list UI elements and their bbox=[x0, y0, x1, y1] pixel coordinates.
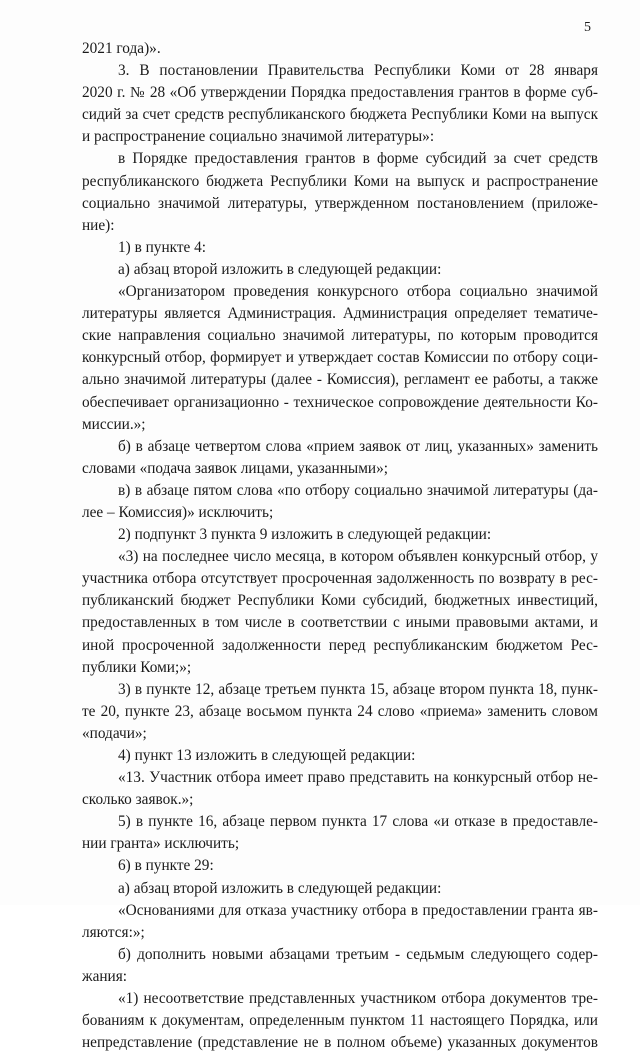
text-line: 3. В постановлении Правительства Республики Коми от 28 января bbox=[118, 62, 598, 80]
text-line: словами «подача заявок лицами, указанными»; bbox=[82, 459, 388, 477]
text-line: нии гранта» исключить; bbox=[82, 835, 240, 853]
text-line: 4) пункт 13 изложить в следующей редакции: bbox=[118, 747, 416, 764]
text-line: 6) в пункте 29: bbox=[118, 857, 214, 875]
text-line: и распространение социально значимой литературы»: bbox=[82, 128, 435, 146]
text-line: сколько заявок.»; bbox=[82, 791, 194, 809]
text-line: ально значимой литературы (далее - Комиссия), регламент ее работы, а также bbox=[82, 371, 598, 389]
text-line: «Организатором проведения конкурсного отбора социально значимой bbox=[118, 283, 598, 301]
text-line: предоставленных в том числе в соответствии с иными правовыми актами, и bbox=[82, 614, 598, 632]
text-line: жания: bbox=[82, 967, 128, 985]
text-line: «1) несоответствие представленных участником отбора документов тре- bbox=[118, 990, 598, 1008]
text-line: 2) подпункт 3 пункта 9 изложить в следующей редакции: bbox=[118, 526, 492, 544]
text-line: участника отбора отсутствует просроченная задолженность по возврату в рес- bbox=[82, 570, 598, 588]
text-line: бованиям к документам, определенным пунктом 11 настоящего Порядка, или bbox=[82, 1012, 598, 1030]
document-body bbox=[82, 38, 598, 1054]
text-line: сидий за счет средств республиканского бюджета Республики Коми на выпуск bbox=[82, 106, 598, 124]
text-line: те 20, пункте 23, абзаце восьмом пункта 24 слово «приема» заменить словом bbox=[82, 702, 598, 720]
text-line: в Порядке предоставления грантов в форме субсидий за счет средств bbox=[118, 150, 598, 168]
text-line: «3) на последнее число месяца, в котором объявлен конкурсный отбор, у bbox=[118, 548, 598, 566]
text-line: публики Коми;»; bbox=[82, 658, 192, 676]
text-line: ляются:»; bbox=[82, 923, 145, 941]
text-line: а) абзац второй изложить в следующей редакции: bbox=[118, 879, 442, 897]
text-line: 2020 г. № 28 «Об утверждении Порядка предоставления грантов в форме суб- bbox=[82, 84, 598, 102]
text-line: 2021 года)». bbox=[82, 40, 161, 57]
text-line: б) дополнить новыми абзацами третьим - седьмым следующего содер- bbox=[118, 945, 598, 963]
text-line: «подачи»; bbox=[82, 724, 147, 742]
text-line: обеспечивает организационно - техническое сопровождение деятельности Ко- bbox=[82, 393, 598, 411]
text-line: б) в абзаце четвертом слова «прием заявок от лиц, указанных» заменить bbox=[118, 437, 598, 455]
text-line: ние): bbox=[82, 216, 115, 234]
text-line: 3) в пункте 12, абзаце третьем пункта 15, абзаце втором пункта 18, пунк- bbox=[118, 680, 598, 698]
text-line: иной просроченной задолженности перед республиканским бюджетом Рес- bbox=[82, 636, 598, 654]
page-number: 5 bbox=[584, 20, 591, 35]
text-line: а) абзац второй изложить в следующей редакции: bbox=[118, 260, 442, 278]
text-line: непредставление (представление не в полном объеме) указанных документов bbox=[82, 1034, 598, 1052]
text-line: республиканского бюджета Республики Коми на выпуск и распространение bbox=[82, 172, 598, 190]
text-line: 1) в пункте 4: bbox=[118, 238, 207, 256]
text-line: лее – Комиссия)» исключить; bbox=[82, 503, 274, 521]
text-line: литературы является Администрация. Администрация определяет тематиче- bbox=[82, 305, 598, 323]
text-line: «Основаниями для отказа участнику отбора в предоставлении гранта яв- bbox=[118, 901, 598, 919]
text-line: миссии.»; bbox=[82, 415, 146, 433]
text-line: 5) в пункте 16, абзаце первом пункта 17 слова «и отказе в предоставле- bbox=[118, 813, 598, 831]
text-line: публиканский бюджет Республики Коми субсидий, бюджетных инвестиций, bbox=[82, 592, 598, 610]
text-line: социально значимой литературы, утвержденном постановлением (приложе- bbox=[82, 194, 598, 212]
text-line: ские направления социально значимой литературы, по которым проводится bbox=[82, 327, 598, 345]
text-line: «13. Участник отбора имеет право представить на конкурсный отбор не- bbox=[118, 769, 598, 787]
text-line: конкурсный отбор, формирует и утверждает состав Комиссии по отбору соци- bbox=[82, 349, 598, 367]
text-line: в) в абзаце пятом слова «по отбору социально значимой литературы (да- bbox=[118, 481, 598, 499]
